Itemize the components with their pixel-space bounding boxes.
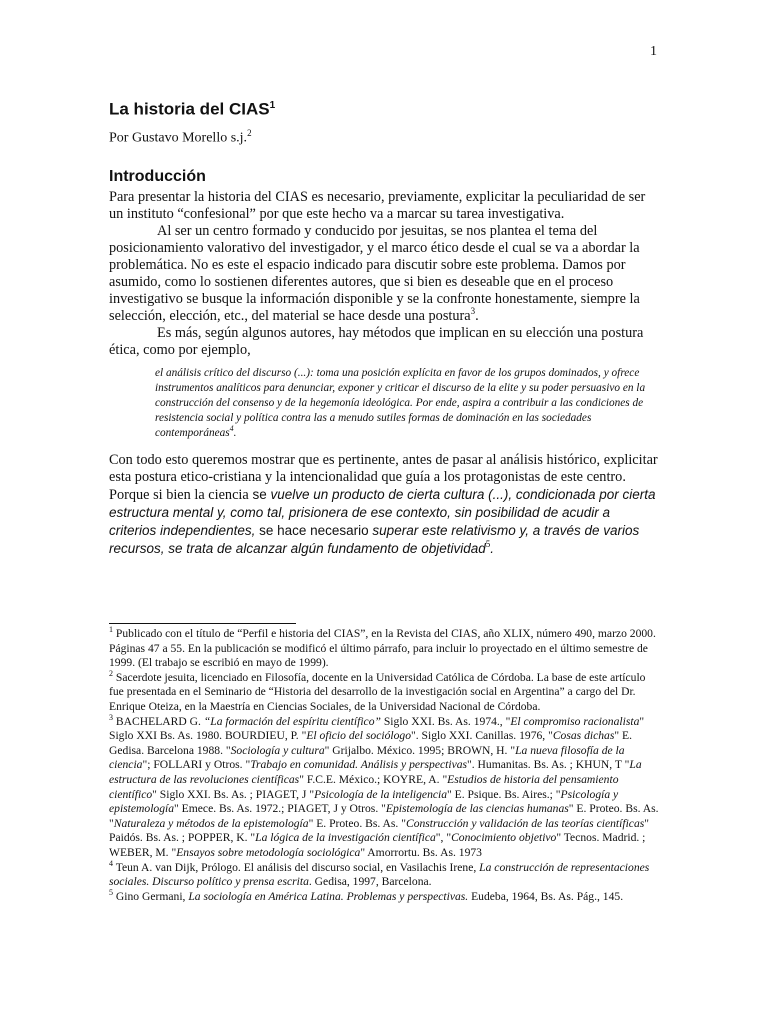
footnote-3-segment: La nueva filosofía de la ciencia [109, 743, 625, 772]
footnote-ref-1[interactable]: 1 [269, 100, 276, 111]
block-quote [155, 366, 661, 441]
footnote-3-segment: Ensayos sobre metodología sociológica [176, 845, 361, 859]
footnote-3-segment: ", " [435, 831, 452, 845]
footnote-3-segment: ". Siglo XXI. Canillas. 1976, " [411, 729, 553, 743]
footnote-3-segment: Psicología y epistemología [109, 787, 619, 816]
paragraph-2 [109, 223, 661, 325]
footnote-3-segment: Psicología de la inteligencia [314, 787, 448, 801]
paragraph-2-text: Al ser un centro formado y conducido por jesuitas, se nos plantea el tema del posicionamiento valorativo del investigador, y el marco ético desde el cual se va a abordar la problemática. No es este el espacio indicado para discutir sobre este problema. Damos por asumido, como lo sostienen diferentes autores, que si bien es deseable que en el proceso investigativo se busque la información disponible y se la confronte honestamente, siempre la selección, elección, etc., del material se hace desde una postura [109, 223, 640, 325]
footnote-3-segment: La estructura de las revoluciones científicas [109, 758, 642, 786]
footnote-4-title: La construcción de representaciones sociales. Discurso político y prensa escrita [109, 860, 650, 889]
document-body [109, 96, 661, 558]
paragraph-4-quote-e: superar este relativismo y, a través de varios recursos, se trata de alcanzar algún fundamento de objetividad [109, 523, 640, 557]
page-title [109, 96, 661, 120]
footnote-3-segment: " E. Gedisa. Barcelona 1988. " [109, 729, 632, 757]
paragraph-4-quote-c: vuelve un producto de cierta cultura (...), condicionada por cierta estructura mental y, como tal, prisionera de ese contexto, sin posibilidad de acudir a criterios independientes, [109, 487, 656, 539]
footnote-separator [109, 623, 296, 624]
footnote-3-segment: ". Humanitas. Bs. As. ; KHUN, T " [467, 758, 630, 772]
block-quote-text: el análisis crítico del discurso (...): toma una posición explícita en favor de los grupos dominados, y ofrece instrumentos analíticos para denunciar, exponer y criticar el discurso de la elite y su poder persuasivo en la construcción del consenso y de la hegemonía ideológica. Por ende, aspira a contribuir a las condiciones de resistencia social y política contra las a menudo sutiles formas de dominación en las sociedades contemporáneas [155, 367, 646, 440]
paragraph-4-text-b: se [248, 487, 271, 503]
footnote-5-text-c: Eudeba, 1964, Bs. As. Pág., 145. [468, 889, 624, 903]
footnote-ref-3[interactable]: 3 [470, 306, 476, 317]
footnote-3-segment: " E. Proteo. Bs. As. " [109, 802, 659, 830]
title-text: La historia del CIAS [109, 99, 270, 119]
footnote-4 [109, 858, 661, 890]
footnote-ref-2[interactable]: 2 [247, 127, 252, 138]
footnote-5 [109, 887, 661, 905]
footnote-3-segment: Epistemología de las ciencias humanas [385, 802, 569, 816]
paragraph-3: Es más, según algunos autores, hay métodos que implican en su elección una postura ética, como por ejemplo, [109, 325, 644, 359]
footnote-3-segment: Trabajo en comunidad. Análisis y perspectivas [250, 758, 468, 772]
footnote-3-segment: " Tecnos. Madrid. ; WEBER, M. " [109, 831, 646, 859]
footnote-3-segment: El oficio del sociólogo [306, 729, 411, 743]
footnote-4-text-c: . Gedisa, 1997, Barcelona. [308, 875, 432, 889]
footnote-3-segment: " F.C.E. México.; KOYRE, A. " [299, 772, 448, 786]
page-number: 1 [650, 44, 657, 59]
footnote-3-segment: BACHELARD G. [113, 714, 204, 728]
footnote-3-segment: " Emece. Bs. As. 1972.; PIAGET, J y Otros. " [174, 802, 386, 816]
paragraph-4 [109, 452, 661, 558]
footnote-3-segment: " Siglo XXI. Bs. As. ; PIAGET, J " [152, 787, 315, 801]
footnote-5-number: 5 [109, 887, 113, 897]
paragraph-4-text-d: se hace necesario [255, 523, 373, 539]
footnote-5-title: La sociología en América Latina. Problemas y perspectivas. [188, 889, 469, 903]
paragraph-4-end: . [490, 541, 494, 557]
footnote-3-segment: Naturaleza y métodos de la epistemología [113, 816, 309, 830]
footnote-1 [109, 627, 661, 671]
author-text: Por Gustavo Morello s.j. [109, 130, 248, 146]
author-line [109, 125, 661, 147]
footnote-3-number: 3 [109, 712, 113, 722]
footnote-3-segment: El compromiso racionalista [510, 714, 640, 728]
footnote-2-number: 2 [109, 668, 113, 678]
footnote-3-segment: " Paidós. Bs. As. ; POPPER, K. " [109, 816, 649, 845]
footnote-1-text: Publicado con el título de “Perfil e historia del CIAS”, en la Revista del CIAS, año XLIX, número 490, marzo 2000. Páginas 47 a 55. En la publicación se modificó el último párrafo, para incluir lo proyectado en el último semestre de 1999. (El trabajo se escribió en mayo de 1999). [109, 627, 656, 670]
footnote-3-segment: La lógica de la investigación científica [255, 831, 436, 845]
footnote-3-segment: Cosas dichas [552, 729, 615, 743]
footnote-3-segment: " Grijalbo. México. 1995; BROWN, H. " [324, 743, 516, 757]
footnote-4-text-a: Teun A. van Dijk, Prólogo. El análisis del discurso social, en Vasilachis Irene, [113, 860, 480, 874]
footnote-3 [109, 712, 661, 861]
paragraph-2-end: . [475, 308, 479, 325]
paragraph-4-text-a: Con todo esto queremos mostrar que es pertinente, antes de pasar al análisis histórico, explicitar esta postura etico-cristiana y la intencionalidad que guía a los protagonistas de este centro. Porque si bien la ciencia [109, 452, 658, 504]
footnote-3-segment: Estudios de historia del pensamiento científico [109, 772, 619, 801]
footnote-3-segment: "; FOLLARI y Otros. " [142, 758, 251, 772]
footnote-3-segment: Conocimiento objetivo [451, 831, 557, 845]
footnote-2 [109, 668, 661, 715]
footnote-1-number: 1 [109, 625, 113, 635]
footnote-4-number: 4 [109, 858, 113, 868]
footnote-3-segment: Siglo XXI. Bs. As. 1974., " [380, 714, 511, 728]
footnote-2-text: Sacerdote jesuita, licenciado en Filosofía, docente en la Universidad Católica de Córdoba. La base de este artículo fue presentada en el Seminario de “Historia del desarrollo de la investigación social en Argentina” a cargo del Dr. Enrique Oteiza, en la Maestría en Ciencias Sociales, de la Universidad Nacional de Córdoba. [109, 670, 646, 713]
footnote-3-segment: " Siglo XXI Bs. As. 1980. BOURDIEU, P. " [109, 714, 645, 743]
footnote-3-segment: “La formación del espíritu científico” [203, 714, 381, 728]
footnote-ref-4[interactable]: 4 [229, 424, 234, 434]
footnote-3-segment: Sociología y cultura [230, 743, 325, 757]
footnote-ref-5[interactable]: 5 [485, 539, 491, 550]
footnote-3-segment: " E. Proteo. Bs. As. " [308, 816, 406, 830]
footnote-3-text [109, 712, 659, 859]
block-quote-end: . [233, 427, 237, 440]
paragraph-1: Para presentar la historia del CIAS es necesario, previamente, explicitar la peculiaridad de ser un instituto “confesional” por que este hecho va a marcar su tarea investigativa. [109, 189, 646, 223]
footnote-3-segment: " E. Psique. Bs. Aires.; " [447, 787, 561, 801]
footnote-5-text-a: Gino Germani, [113, 889, 189, 903]
section-heading: Introducción [109, 168, 206, 186]
footnotes [109, 627, 661, 904]
footnote-3-segment: " Amorrortu. Bs. As. 1973 [360, 845, 482, 859]
footnote-3-segment: Construcción y validación de las teorías científicas [405, 816, 645, 830]
